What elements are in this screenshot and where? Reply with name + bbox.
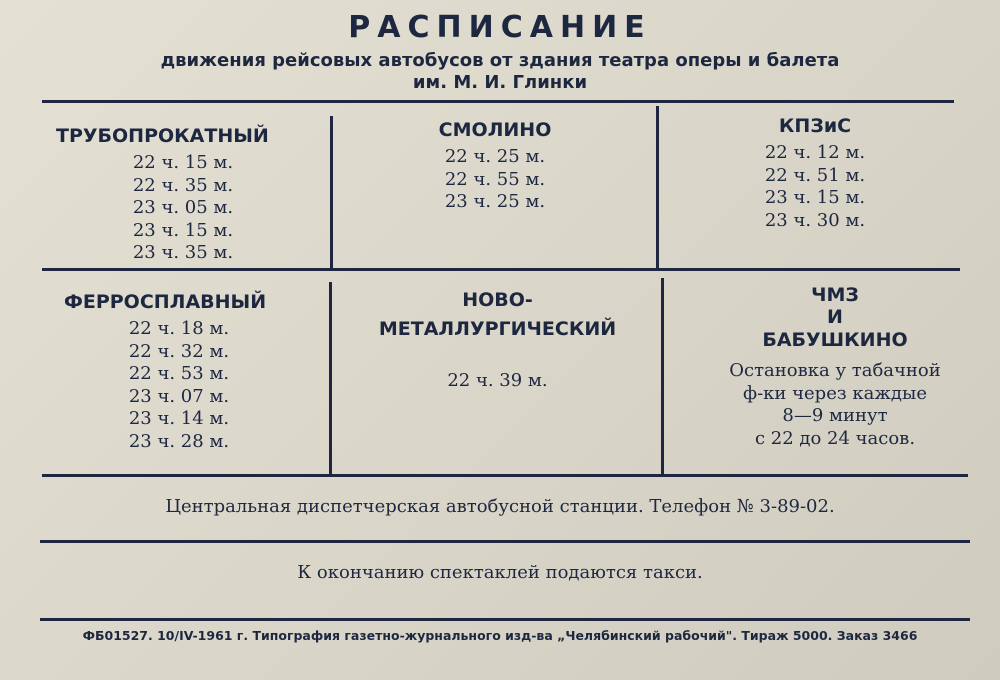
note-line: Остановка у табачной <box>729 360 941 381</box>
route-name-line: И <box>827 306 843 328</box>
route-name-line: ЧМЗ <box>811 284 859 306</box>
note-line: ф-ки через каждые <box>742 382 927 404</box>
route-name-line: НОВО- <box>462 289 533 311</box>
departure-time: 22 ч. 12 м. <box>764 142 866 163</box>
route-name-line: МЕТАЛЛУРГИЧЕСКИЙ <box>378 318 617 340</box>
route-name: КПЗиС <box>778 115 852 137</box>
departure-time: 23 ч. 07 м. <box>128 385 230 407</box>
departure-times <box>46 152 320 265</box>
departure-times <box>345 146 645 214</box>
column-divider-1-bottom <box>329 282 332 474</box>
departure-times <box>345 370 650 393</box>
taxi-note: К окончанию спектаклей подаются такси. <box>297 562 703 583</box>
departure-time: 23 ч. 25 м. <box>444 191 546 212</box>
departure-time: 23 ч. 14 м. <box>128 408 230 429</box>
route-cell-chmz-babushkino <box>690 284 980 450</box>
departure-time: 22 ч. 18 м. <box>128 318 230 339</box>
route-cell-smolino <box>345 118 645 214</box>
route-name: ФЕРРОСПЛАВНЫЙ <box>64 291 267 313</box>
footer-rule-2 <box>40 618 970 621</box>
route-name-line: БАБУШКИНО <box>762 329 908 351</box>
subtitle-line-2: им. М. И. Глинки <box>412 72 588 93</box>
table-middle-rule <box>42 268 960 271</box>
route-name: ТРУБОПРОКАТНЫЙ <box>56 125 269 147</box>
note-line: с 22 до 24 часов. <box>754 427 916 449</box>
departure-time: 22 ч. 25 м. <box>444 146 546 167</box>
subtitle-line-1: движения рейсовых автобусов от здания театра оперы и балета <box>160 50 840 71</box>
departure-time: 22 ч. 15 м. <box>132 152 234 173</box>
route-cell-kpzis <box>675 114 955 232</box>
departure-times <box>675 142 955 232</box>
column-divider-2-top <box>656 106 659 268</box>
route-name: СМОЛИНО <box>438 119 552 141</box>
departure-time: 22 ч. 51 м. <box>764 164 866 186</box>
dispatcher-phone: Центральная диспетчерская автобусной станции. Телефон № 3-89-02. <box>165 496 835 517</box>
page-title: РАСПИСАНИЕ <box>348 10 652 45</box>
departure-time: 23 ч. 35 м. <box>132 242 234 263</box>
departure-time: 23 ч. 15 м. <box>132 219 234 241</box>
route-cell-trubprokatny <box>50 124 320 265</box>
column-divider-1-top <box>330 116 333 268</box>
departure-times <box>38 318 320 453</box>
note-line: 8—9 минут <box>782 405 888 426</box>
route-note <box>690 360 980 450</box>
route-cell-novometallurgichesky <box>345 286 650 393</box>
departure-time: 22 ч. 35 м. <box>132 174 234 196</box>
route-cell-ferrosplavny <box>50 290 320 453</box>
column-divider-2-bottom <box>661 278 664 474</box>
departure-time: 23 ч. 05 м. <box>132 197 234 218</box>
printer-imprint: ФБ01527. 10/IV-1961 г. Типография газетно-журнального изд-ва „Челябинский рабочий". Тираж 5000. Заказ 3466 <box>82 628 918 643</box>
departure-time: 22 ч. 53 м. <box>128 363 230 384</box>
departure-time: 23 ч. 15 м. <box>764 187 866 208</box>
footer-rule-1 <box>40 540 970 543</box>
departure-time: 23 ч. 28 м. <box>128 430 230 452</box>
table-bottom-rule <box>42 474 968 477</box>
departure-time: 22 ч. 32 м. <box>128 340 230 362</box>
departure-time: 23 ч. 30 м. <box>764 209 866 231</box>
table-top-rule <box>42 100 954 103</box>
departure-time: 22 ч. 39 м. <box>447 370 548 391</box>
departure-time: 22 ч. 55 м. <box>444 168 546 190</box>
